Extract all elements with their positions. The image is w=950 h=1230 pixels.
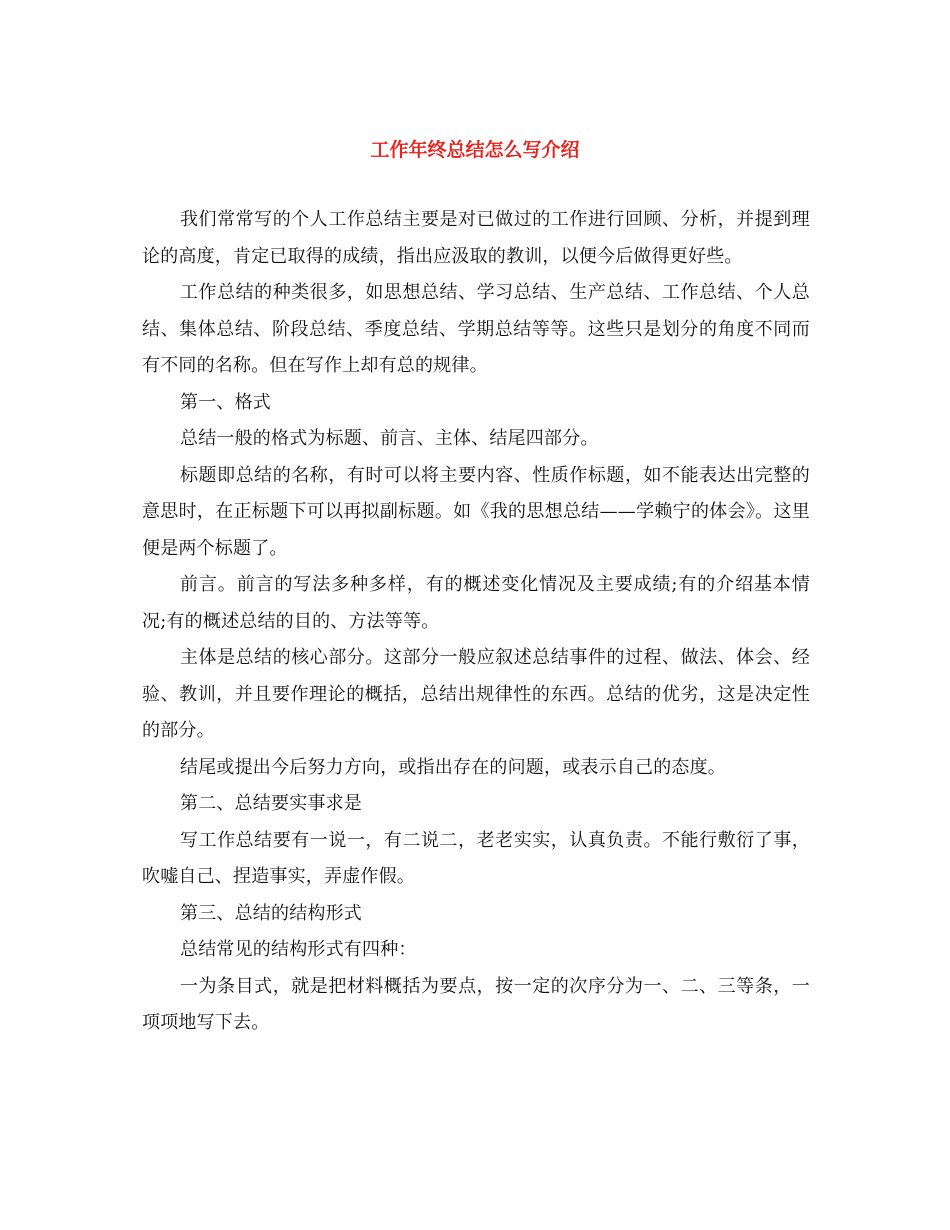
paragraph-preface: 前言。前言的写法多种多样，有的概述变化情况及主要成绩;有的介绍基本情况;有的概述总结的目的、方法等等。 <box>142 574 810 632</box>
paragraph-structure-intro: 总结常见的结构形式有四种： <box>180 939 417 960</box>
paragraph-types: 工作总结的种类很多，如思想总结、学习总结、生产总结、工作总结、个人总结、集体总结、阶段总结、季度总结、学期总结等等。这些只是划分的角度不同而有不同的名称。但在写作上却有总的规律。 <box>142 282 810 376</box>
paragraph-structure-itemized: 一为条目式，就是把材料概括为要点，按一定的次序分为一、二、三等条，一项项地写下去。 <box>142 975 810 1033</box>
heading-format: 第一、格式 <box>180 391 271 413</box>
document-title: 工作年终总结怎么写介绍 <box>370 139 580 161</box>
paragraph-intro: 我们常常写的个人工作总结主要是对已做过的工作进行回顾、分析，并提到理论的高度，肯定已取得的成绩，指出应汲取的教训，以便今后做得更好些。 <box>142 209 810 267</box>
paragraph-format: 总结一般的格式为标题、前言、主体、结尾四部分。 <box>180 428 599 449</box>
paragraph-title-section: 标题即总结的名称，有时可以将主要内容、性质作标题，如不能表达出完整的意思时，在正标题下可以再拟副标题。如《我的思想总结——学赖宁的体会》。这里便是两个标题了。 <box>142 464 810 559</box>
paragraph-main-body: 主体是总结的核心部分。这部分一般应叙述总结事件的过程、做法、体会、经验、教训，并且要作理论的概括，总结出规律性的东西。总结的优劣，这是决定性的部分。 <box>142 647 810 741</box>
paragraph-ending: 结尾或提出今后努力方向，或指出存在的问题，或表示自己的态度。 <box>180 756 726 778</box>
document-body <box>142 202 810 1042</box>
paragraph-factual: 写工作总结要有一说一，有二说二，老老实实，认真负责。不能行敷衍了事，吹嘘自己、捏造事实，弄虚作假。 <box>142 829 810 887</box>
heading-structure: 第三、总结的结构形式 <box>180 902 362 924</box>
heading-factual: 第二、总结要实事求是 <box>180 793 362 814</box>
